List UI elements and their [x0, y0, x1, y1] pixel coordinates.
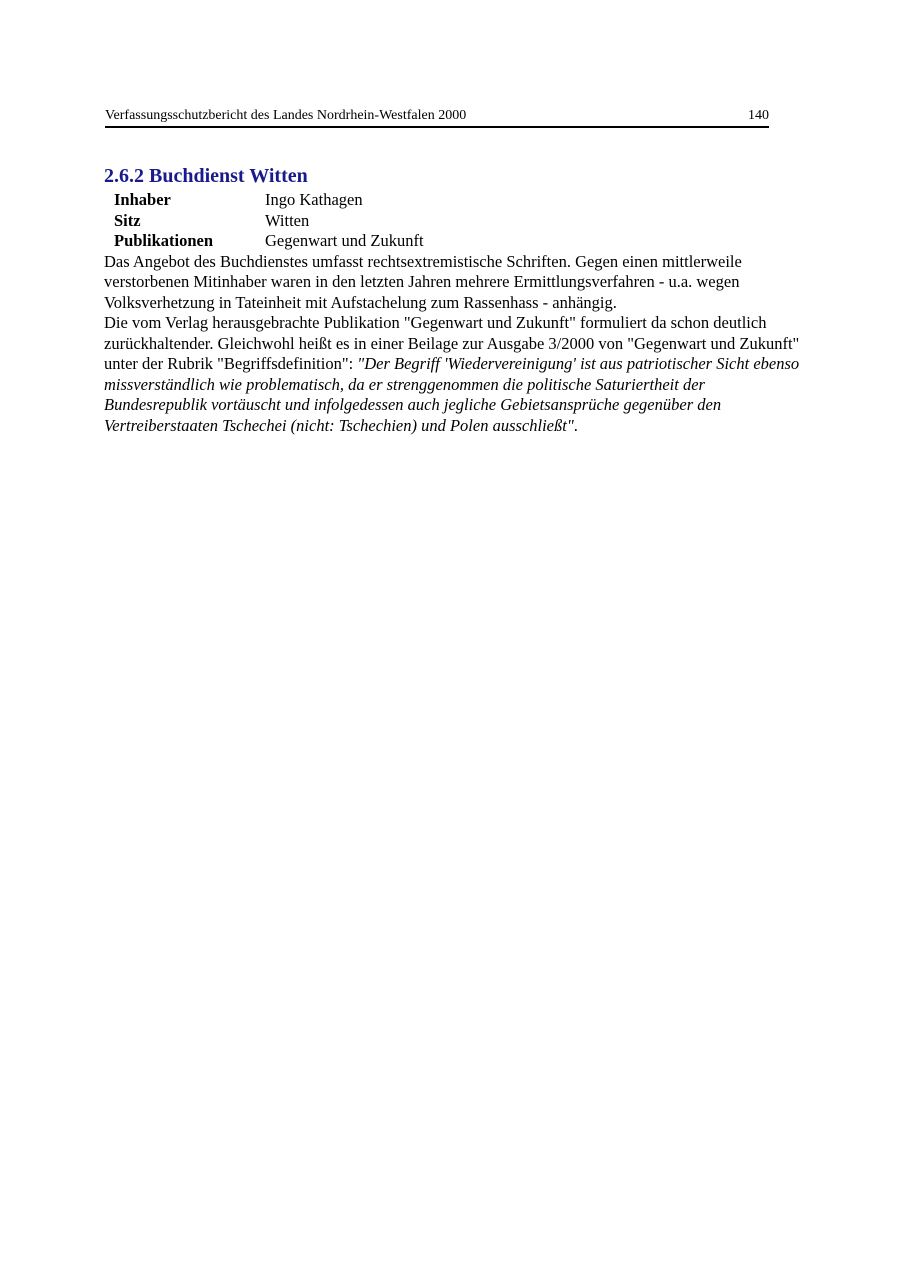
info-label: Inhaber: [114, 190, 171, 209]
section-content: [104, 163, 804, 436]
paragraph-2-quote: "Der Begriff 'Wiedervereinigung' ist aus patriotischer Sicht ebenso missverständlich wie problematisch, da er strenggenommen die politische Saturiertheit der Bundesrepublik vortäuscht und infolgedessen auch jegliche Gebietsansprüche gegenüber den Vertreiberstaaten Tschechei (nicht: Tschechien) und Polen ausschließt": [104, 354, 800, 435]
page-header: [105, 106, 769, 128]
paragraph-2: [104, 313, 804, 436]
paragraph-2-text: Die vom Verlag herausgebrachte Publikation "Gegenwart und Zukunft" formuliert da schon deutlich zurückhaltender. Gleichwohl heißt es in einer Beilage zur Ausgabe 3/2000 von "Gegenwart und Zukunft" unter der Rubrik "Begriffsdefinition":: [104, 313, 800, 373]
info-value: Witten: [265, 210, 310, 230]
info-value: Ingo Kathagen: [265, 190, 363, 209]
info-row-sitz: [114, 211, 424, 232]
paragraph-2-end: .: [573, 415, 578, 435]
info-row-publikationen: [114, 231, 424, 252]
paragraph-1: Das Angebot des Buchdienstes umfasst rechtsextremistische Schriften. Gegen einen mittlerweile verstorbenen Mitinhaber waren in den letzten Jahren mehrere Ermittlungsverfahren - u.a. wegen Volksverhetzung in Tateinheit mit Aufstachelung zum Rassenhass - anhängig.: [104, 251, 742, 312]
section-heading: 2.6.2 Buchdienst Witten: [104, 165, 308, 187]
info-label: Publikationen: [114, 231, 214, 250]
info-row-inhaber: [114, 190, 424, 211]
info-value: Gegenwart und Zukunft: [265, 231, 424, 250]
header-title: Verfassungsschutzbericht des Landes Nordrhein-Westfalen 2000: [105, 108, 467, 123]
info-table: [114, 190, 424, 252]
info-label: Sitz: [114, 210, 141, 230]
page-number: 140: [748, 108, 769, 123]
